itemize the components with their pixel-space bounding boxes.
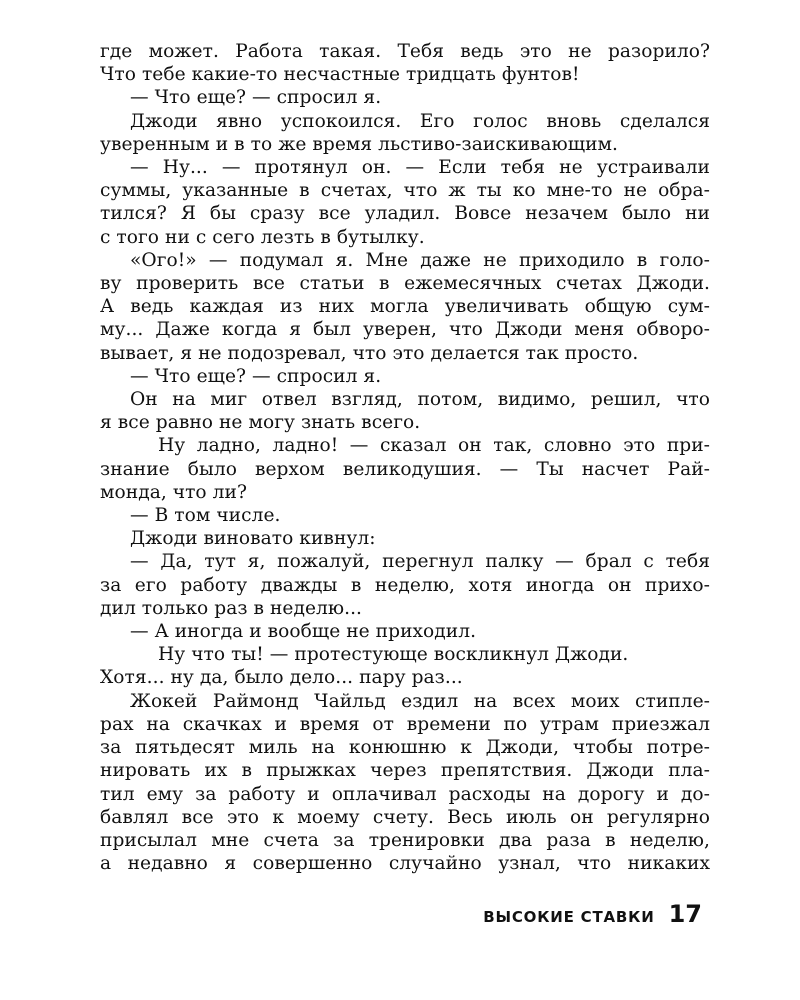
text-line: Ну ладно, ладно! — сказал он так, словно это при- <box>158 435 710 457</box>
text-line: Джоди явно успокоился. Его голос вновь сделался <box>130 110 710 132</box>
text-line: нировать их в прыжках через препятствия. Джоди пла- <box>100 760 710 782</box>
text-line: рах на скачках и время от времени по утрам приезжал <box>100 713 710 735</box>
text-line: — Да, тут я, пожалуй, перегнул палку — брал с тебя <box>130 551 710 573</box>
page-number: 17 <box>668 900 702 928</box>
paragraph <box>100 643 710 689</box>
text-line: с того ни с сего лезть в бутылку. <box>100 226 425 248</box>
paragraph <box>100 249 710 365</box>
paragraph <box>100 388 710 434</box>
text-line: за его работу дважды в неделю, хотя иногда он прихо- <box>100 574 710 596</box>
text-line: уверенным и в то же время льстиво-заискивающим. <box>100 133 619 155</box>
text-line: а недавно я совершенно случайно узнал, что никаких <box>100 853 710 875</box>
text-line: «Ого!» — подумал я. Мне даже не приходило в голо- <box>130 249 710 271</box>
text-line: Он на миг отвел взгляд, потом, видимо, решил, что <box>130 389 710 411</box>
text-line: за пятьдесят миль на конюшню к Джоди, чтобы потре- <box>100 737 710 759</box>
paragraph <box>100 86 710 109</box>
text-line: му... Даже когда я был уверен, что Джоди меня обворо- <box>100 319 710 341</box>
text-line: монда, что ли? <box>100 481 247 503</box>
text-line: где может. Работа такая. Тебя ведь это не разорило? <box>100 41 710 62</box>
text-line: Хотя... ну да, было дело... пару раз... <box>100 667 463 689</box>
text-line: Ну что ты! — протестующе воскликнул Джоди. <box>158 644 629 666</box>
text-line: я все равно не могу знать всего. <box>100 412 421 434</box>
page-footer <box>483 900 702 928</box>
text-line: вывает, я не подозревал, что это делается так просто. <box>100 342 639 364</box>
text-line: ву проверить все статьи в ежемесячных счетах Джоди. <box>100 273 710 295</box>
text-line: — Что еще? — спросил я. <box>130 87 382 109</box>
paragraph <box>100 550 710 620</box>
paragraph <box>100 156 710 249</box>
text-line: Что тебе какие-то несчастные тридцать фунтов! <box>100 64 580 86</box>
running-head: ВЫСОКИЕ СТАВКИ <box>483 908 655 926</box>
paragraph <box>100 620 710 643</box>
text-line: — Что еще? — спросил я. <box>130 365 382 387</box>
text-line: тил ему за работу и оплачивал расходы на дорогу и до- <box>100 783 710 805</box>
text-line: присылал мне счета за тренировки два раза в неделю, <box>100 829 710 851</box>
paragraph <box>100 365 710 388</box>
paragraph <box>100 40 710 86</box>
paragraph <box>100 690 710 876</box>
text-line: тился? Я бы сразу все уладил. Вовсе незачем было ни <box>100 203 710 225</box>
paragraph <box>100 434 710 504</box>
text-line: суммы, указанные в счетах, что ж ты ко мне-то не обра- <box>100 180 710 202</box>
paragraph <box>100 504 710 527</box>
text-line: знание было верхом великодушия. — Ты насчет Рай- <box>100 458 710 480</box>
text-line: Джоди виновато кивнул: <box>130 528 376 550</box>
paragraph <box>100 110 710 156</box>
text-line: А ведь каждая из них могла увеличивать общую сум- <box>100 296 710 318</box>
text-line: — В том числе. <box>130 505 281 527</box>
text-line: дил только раз в неделю... <box>100 597 363 619</box>
text-line: бавлял все это к моему счету. Весь июль он регулярно <box>100 806 710 828</box>
text-line: — А иногда и вообще не приходил. <box>130 621 477 643</box>
paragraph <box>100 527 710 550</box>
body-text <box>100 40 710 875</box>
text-line: Жокей Раймонд Чайльд ездил на всех моих стипле- <box>130 690 710 712</box>
text-line: — Ну... — протянул он. — Если тебя не устраивали <box>130 157 710 179</box>
